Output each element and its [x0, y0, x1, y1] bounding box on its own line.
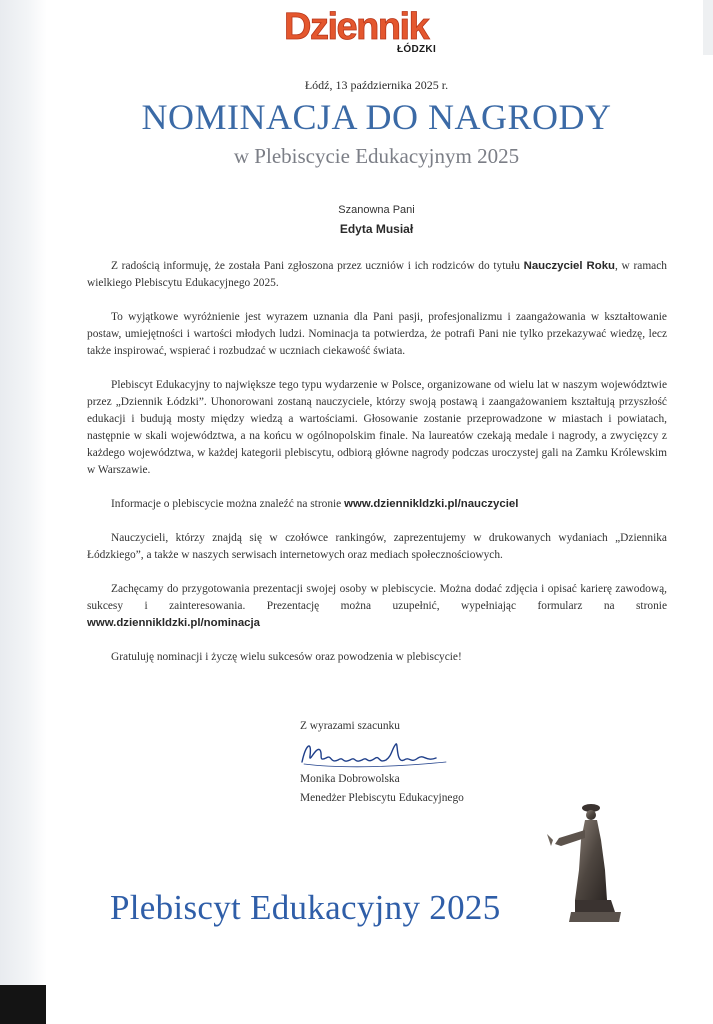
- paragraph-1-text: Z radością informuję, że została Pani zgłoszona przez uczniów i ich rodziców do tytułu: [111, 260, 524, 272]
- paragraph-4-text: Informacje o plebiscycie można znaleźć na stronie: [111, 498, 345, 510]
- paragraph-4: [87, 496, 667, 513]
- letter-body: [87, 258, 667, 683]
- logo-brand: Dziennik: [284, 6, 429, 48]
- closing-phrase: Z wyrazami szacunku: [300, 720, 400, 732]
- letter-title: NOMINACJA DO NAGRODY: [141, 97, 612, 137]
- logo-region: ŁÓDZKI: [397, 44, 437, 55]
- footer-title: Plebiscyt Edukacyjny 2025: [110, 888, 501, 927]
- recipient-name: Edyta Musiał: [339, 222, 414, 236]
- paragraph-3: Plebiscyt Edukacyjny to największe tego typu wydarzenie w Polsce, organizowane od wielu lat w naszym województwie przez „Dziennik Łódzki”. Uhonorowani zostaną nauczyciele, którzy swoją postawą i zaangażowaniem kształtują przyszłość edukacji i budują mosty między wiedzą a wartościami. Głosowanie zostanie przeprowadzone w miastach i powiatach, następnie w skali województwa, a na końcu w ogólnopolskim finale. Na laureatów czekają medale i nagrody, a zwycięzcy z każdego województwa, w każdej kategorii plebiscytu, odbiorą główne nagrody podczas uroczystej gali na Zamku Królewskim w Warszawie.: [87, 379, 667, 476]
- award-title: Nauczyciel Roku: [523, 260, 615, 272]
- paragraph-7: Gratuluję nominacji i życzę wielu sukcesów oraz powodzenia w plebiscycie!: [111, 651, 462, 663]
- paragraph-1: [87, 258, 667, 292]
- letter-subtitle: w Plebiscycie Edukacyjnym 2025: [233, 144, 520, 168]
- salutation: Szanowna Pani: [338, 204, 415, 216]
- nominacja-link[interactable]: www.dziennikldzki.pl/nominacja: [87, 617, 260, 629]
- paragraph-5: Nauczycieli, którzy znajdą się w czołówce rankingów, zaprezentujemy w drukowanych wydaniach „Dziennika Łódzkiego”, a także w naszych serwisach internetowych oraz mediach społecznościowych.: [87, 532, 667, 561]
- signer-role: Menedżer Plebiscytu Edukacyjnego: [300, 792, 464, 804]
- paragraph-1-tail: , w ramach wielkiego Plebiscytu Edukacyjnego 2025.: [87, 260, 667, 289]
- scan-edge-shadow: [0, 985, 46, 1024]
- statue-trophy-icon: [545, 800, 625, 925]
- nauczyciel-link[interactable]: www.dziennikldzki.pl/nauczyciel: [344, 498, 519, 510]
- signature-image: [296, 734, 456, 774]
- paragraph-6-text: Zachęcamy do przygotowania prezentacji swojej osoby w plebiscycie. Można dodać zdjęcia i opisać karierę zawodową, sukcesy i zainteresowania. Prezentację można uzupełnić, wypełniając formularz na stronie: [87, 583, 667, 612]
- scan-edge-top-right: [703, 0, 713, 55]
- letter-date: Łódź, 13 października 2025 r.: [304, 78, 449, 92]
- newspaper-logo: [284, 6, 474, 55]
- paragraph-6: [87, 581, 667, 632]
- signer-name: Monika Dobrowolska: [300, 773, 400, 785]
- paragraph-2: To wyjątkowe wyróżnienie jest wyrazem uznania dla Pani pasji, profesjonalizmu i zaangażowania w kształtowanie postaw, umiejętności i wartości młodych ludzi. Nominacja ta potwierdza, że potrafi Pani nie tylko przekazywać wiedzę, lecz także inspirować, wspierać i rozbudzać w uczniach ciekawość świata.: [87, 311, 667, 357]
